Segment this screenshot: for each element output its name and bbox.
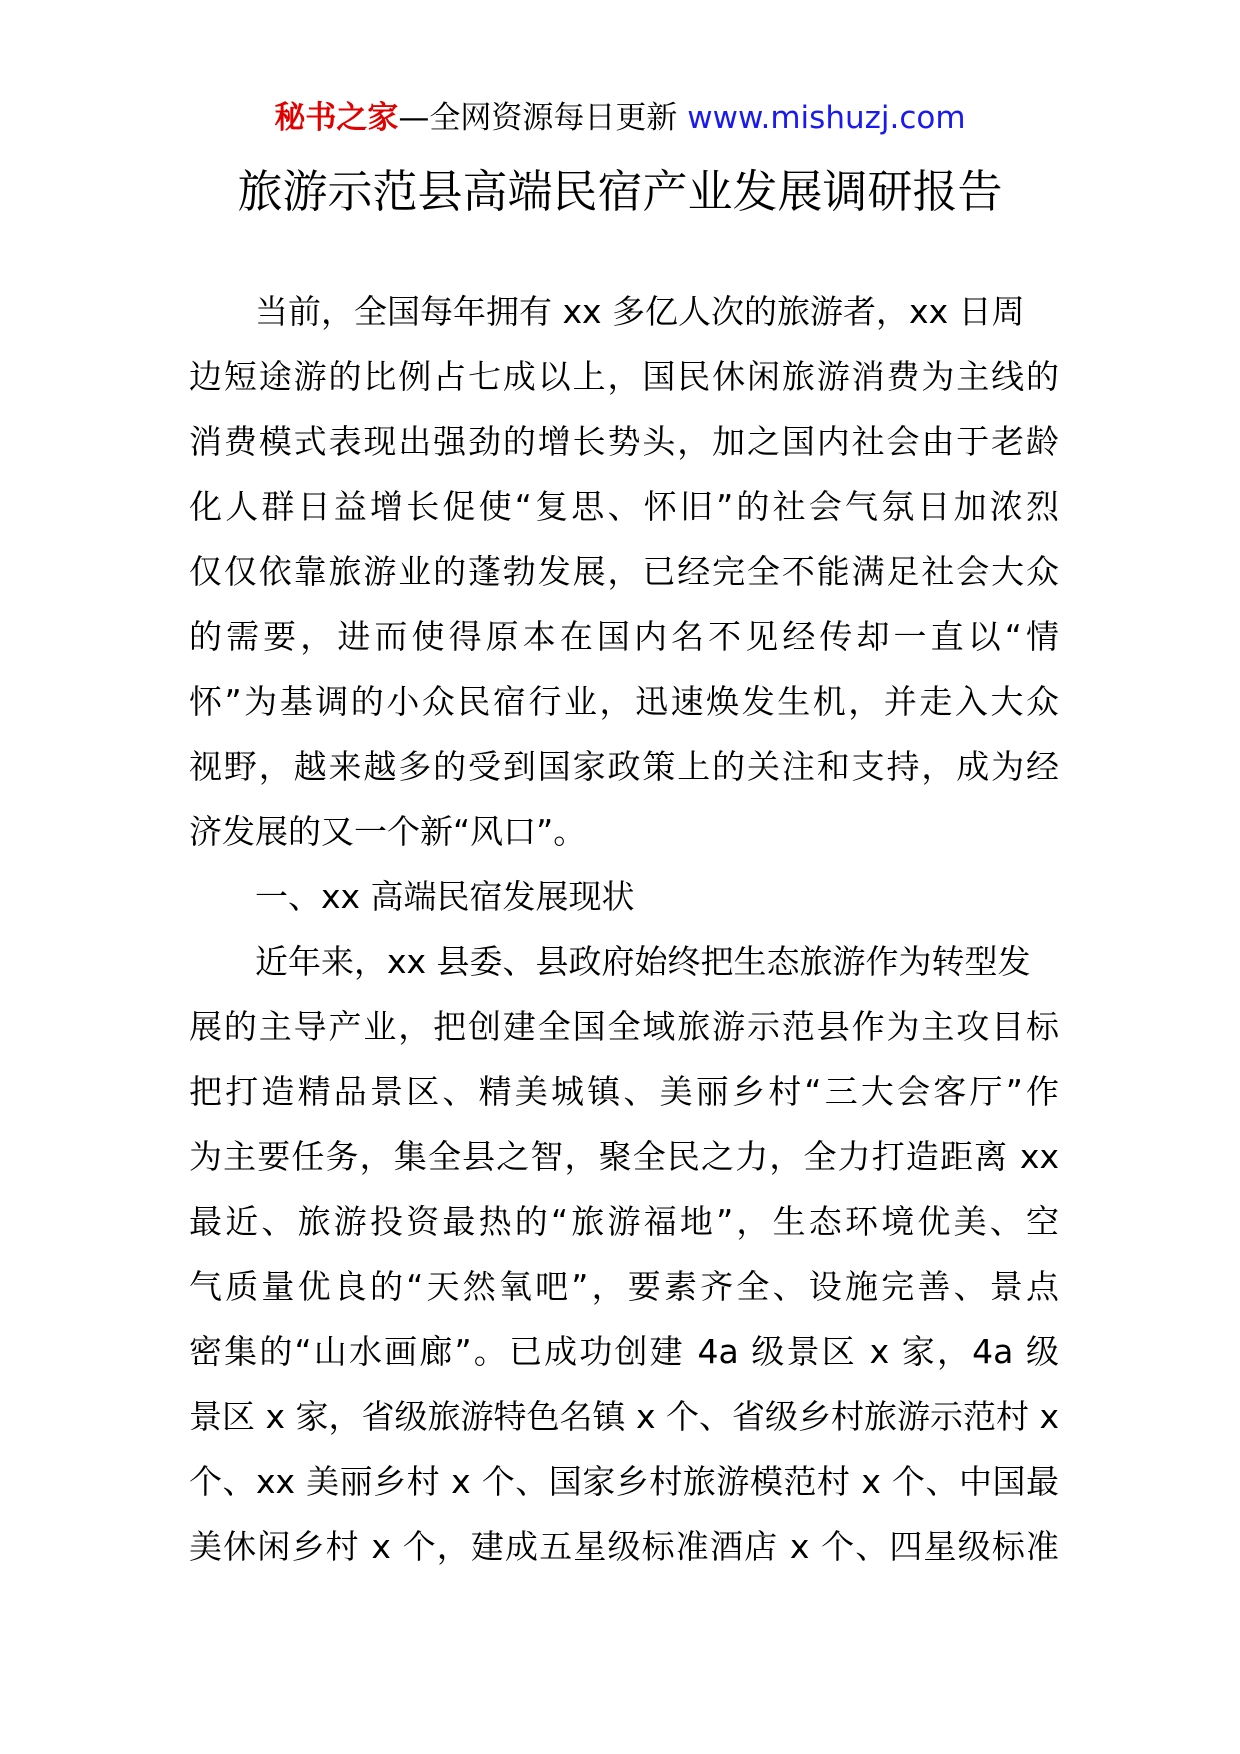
paragraph-line: 视野，越来越多的受到国家政策上的关注和支持，成为经 xyxy=(189,747,1059,786)
document-title: 旅游示范县高端民宿产业发展调研报告 xyxy=(237,165,1003,218)
paragraph-line: 仅仅依靠旅游业的蓬勃发展，已经完全不能满足社会大众 xyxy=(189,552,1059,591)
paragraph-line: 最近、旅游投资最热的“旅游福地”，生态环境优美、空 xyxy=(189,1202,1059,1241)
paragraph-line: 化人群日益增长促使“复思、怀旧”的社会气氛日加浓烈 xyxy=(189,487,1059,526)
paragraph-line: 展的主导产业，把创建全国全域旅游示范县作为主攻目标 xyxy=(189,1007,1059,1046)
paragraph-line: 密集的“山水画廊”。已成功创建 4a 级景区 x 家，4a 级 xyxy=(189,1332,1059,1371)
site-tagline: —全网资源每日更新 xyxy=(398,100,688,136)
paragraph-line: 把打造精品景区、精美城镇、美丽乡村“三大会客厅”作 xyxy=(189,1072,1059,1111)
paragraph-line: 边短途游的比例占七成以上，国民休闲旅游消费为主线的 xyxy=(189,357,1059,396)
paragraph-line: 的需要，进而使得原本在国内名不见经传却一直以“情 xyxy=(189,617,1059,656)
section-heading: 一、xx 高端民宿发展现状 xyxy=(255,877,635,916)
paragraph-line: 近年来，xx 县委、县政府始终把生态旅游作为转型发 xyxy=(255,942,1031,981)
site-brand: 秘书之家 xyxy=(274,100,399,136)
paragraph-line: 消费模式表现出强劲的增长势头，加之国内社会由于老龄 xyxy=(189,422,1059,461)
paragraph-line: 当前，全国每年拥有 xx 多亿人次的旅游者，xx 日周 xyxy=(255,292,1025,331)
paragraph-line: 美休闲乡村 x 个，建成五星级标准酒店 x 个、四星级标准 xyxy=(189,1527,1059,1566)
paragraph-line: 景区 x 家，省级旅游特色名镇 x 个、省级乡村旅游示范村 x xyxy=(189,1397,1060,1436)
paragraph-line: 济发展的又一个新“风口”。 xyxy=(189,812,587,851)
site-url[interactable]: www.mishuzj.com xyxy=(687,100,966,136)
paragraph-line: 个、xx 美丽乡村 x 个、国家乡村旅游模范村 x 个、中国最 xyxy=(189,1462,1059,1501)
paragraph-line: 气质量优良的“天然氧吧”，要素齐全、设施完善、景点 xyxy=(189,1267,1059,1306)
paragraph-line: 怀”为基调的小众民宿行业，迅速焕发生机，并走入大众 xyxy=(189,682,1059,721)
paragraph-line: 为主要任务，集全县之智，聚全民之力，全力打造距离 xx xyxy=(189,1137,1059,1176)
document-body xyxy=(189,292,1059,1592)
site-header xyxy=(0,98,1240,138)
